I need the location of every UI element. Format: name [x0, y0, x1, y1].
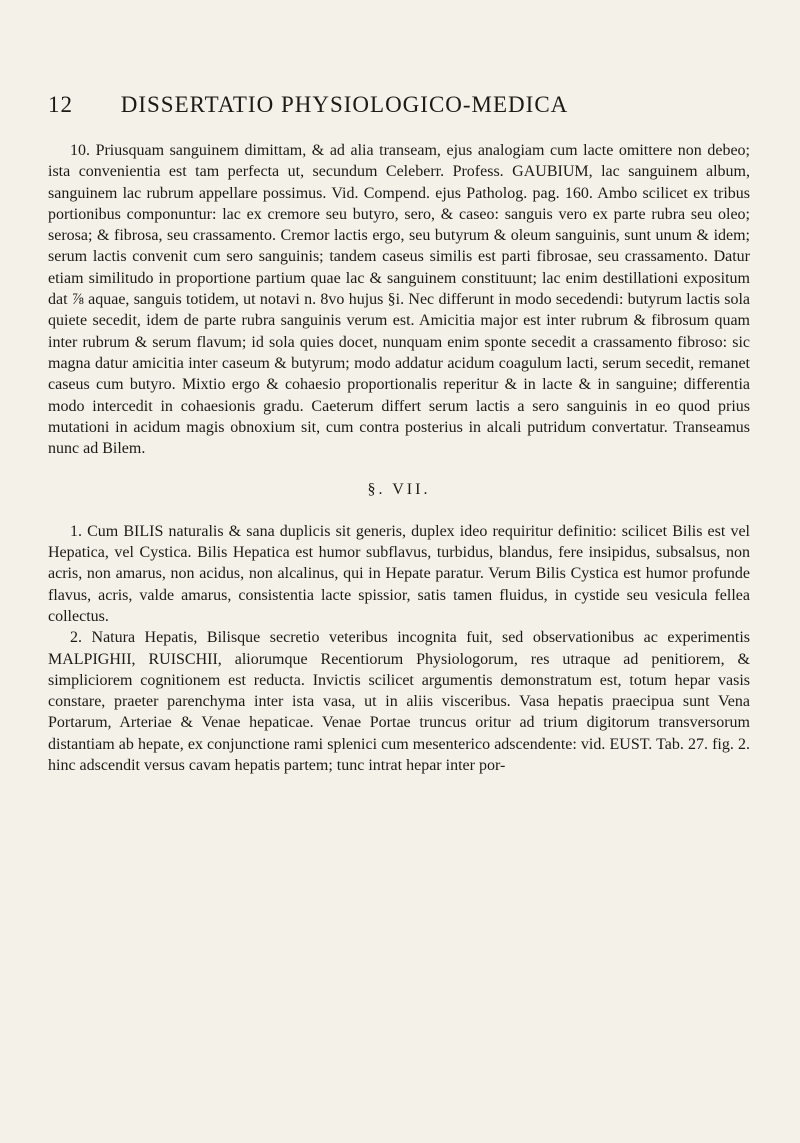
paragraph-10: 10. Priusquam sanguinem dimittam, & ad alia transeam, ejus analogiam cum lacte omittere non debeo; ista convenientia est tam perfecta ut, secundum Celeberr. Profess. GAUBIUM, lac sanguinem album, sanguinem lac rubrum appellare possimus. Vid. Compend. ejus Patholog. pag. 160. Ambo scilicet ex tribus portionibus componuntur: lac ex cremore seu butyro, sero, & caseo: sanguis vero ex parte rubra seu oleo; serosa; & fibrosa, seu crassamento. Cremor lactis ergo, seu butyrum & oleum sanguinis, sunt unum & idem; serum lactis convenit cum sero sanguinis; tandem caseus similis est parti fibrosae, seu crassamento. Datur etiam similitudo in proportione partium quae lac & sanguinem constituunt; lac enim destillationi expositum dat ⅞ aquae, sanguis totidem, ut notavi n. 8vo hujus §i. Nec differunt in modo secedendi: butyrum lactis sola quiete secedit, idem de parte rubra sanguinis verum est. Amicitia major est inter rubrum & fibrosum quam inter rubrum & serum flavum; id sola quies docet, nunquam enim sponte secedit a crassamento fibroso: sic magna datur amicitia inter caseum & butyrum; modo addatur acidum coagulum lacti, serum secedit, remanet caseus cum butyro. Mixtio ergo & cohaesio proportionalis reperitur & in lacte & in sanguine; differentia modo intercedit in cohaesionis gradu. Caeterum differt serum lactis a sero sanguinis in eo quod prius mutationi in acidum magis obnoxium sit, cum contra posterius in alcali putridum convertatur. Transeamus nunc ad Bilem. — [48, 142, 750, 458]
running-header — [48, 92, 748, 118]
section-heading: §. VII. — [367, 481, 431, 499]
page-number: 12 — [48, 92, 73, 117]
running-title: DISSERTATIO PHYSIOLOGICO-MEDICA — [120, 92, 569, 117]
paragraph-2: 2. Natura Hepatis, Bilisque secretio veteribus incognita fuit, sed observationibus ac experimentis MALPIGHII, RUISCHII, aliorumque Recentiorum Physiologorum, res utraque ad penitiorem, & simpliciorem cognitionem est reducta. Invictis scilicet argumentis demonstratum est, totum hepar vasis constare, praeter parenchyma inter ista vasa, ut in aliis visceribus. Vasa hepatis praecipua sunt Vena Portarum, Arteriae & Venae hepaticae. Venae Portae truncus oritur ad trium digitorum transversorum distantiam ab hepate, ex conjunctione rami splenici cum mesenterico adscendente: vid. EUST. Tab. 27. fig. 2. hinc adscendit versus cavam hepatis partem; tunc intrat hepar inter por- — [48, 629, 750, 775]
paragraph-1: 1. Cum BILIS naturalis & sana duplicis sit generis, duplex ideo requiritur definitio: scilicet Bilis est vel Hepatica, vel Cystica. Bilis Hepatica est humor subflavus, turbidus, blandus, fere insipidus, subsalsus, non acris, non amarus, non acidus, non alcalinus, qui in Hepate paratur. Verum Bilis Cystica est humor profunde flavus, acris, valde amarus, consistentia lacte spissior, satis tamen fluidus, in cystide seu vesicula fellea collectus. — [48, 522, 750, 625]
page-body — [48, 140, 750, 776]
